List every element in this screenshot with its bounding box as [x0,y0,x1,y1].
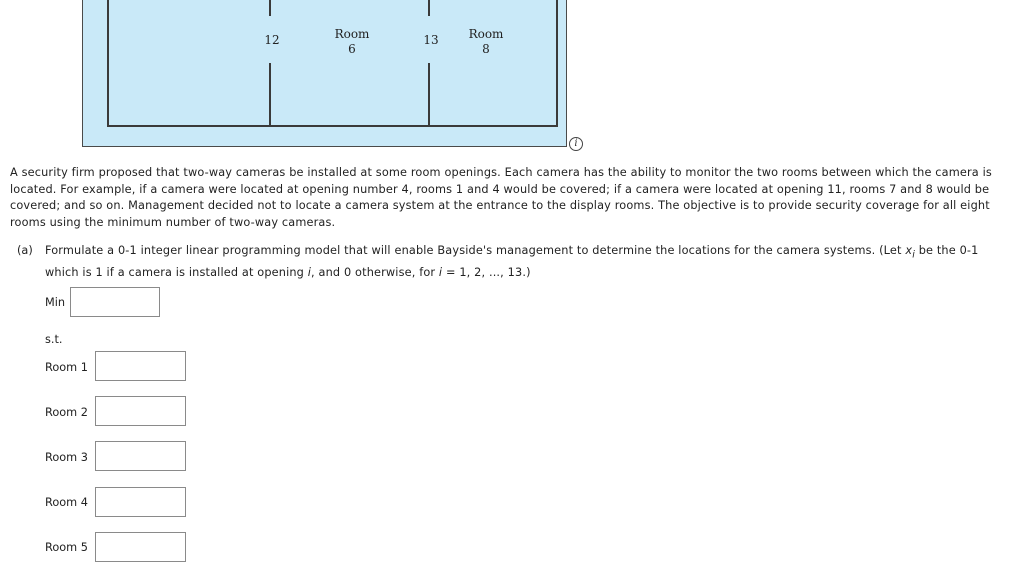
opening-12-label: 12 [264,33,280,47]
room-8-label [461,27,511,57]
room-1-constraint-input[interactable] [96,352,185,380]
room-3-constraint-input[interactable] [96,442,185,470]
part-a-text-4: = 1, 2, ..., 13.) [442,266,531,280]
room-1-constraint-label: Room 1 [45,361,88,374]
room-2-constraint-box [95,396,186,426]
opening-13-label: 13 [423,33,439,47]
room-2-constraint-input[interactable] [96,397,185,425]
room-3-constraint-box [95,441,186,471]
room-4-constraint-box [95,487,186,517]
room-4-constraint-input[interactable] [96,488,185,516]
room-8-word: Room [468,27,504,41]
var-i: i [307,266,312,280]
st-label: s.t. [45,333,63,346]
objective-input[interactable] [71,288,159,316]
objective-input-box [70,287,160,317]
part-a-label: (a) [17,244,33,257]
floor-plan-walls [83,0,568,148]
room-5-constraint-input[interactable] [96,533,185,561]
problem-description: A security firm proposed that two-way cameras be installed at some room openings. Each camera has the ability to monitor the two rooms between which the camera is located. For example, if a camera were located at opening number 4, rooms 1 and 4 would be covered; if a camera were located at opening 11, rooms 7 and 8 would be covered; and so on. Management decided not to locate a camera system at the entrance to the display rooms. The objective is to provide security coverage for all eight rooms using the minimum number of two-way cameras. [10,166,992,229]
room-8-number: 8 [482,42,490,56]
room-6-number: 6 [348,42,356,56]
part-a-text-3: , and 0 otherwise, for [311,266,439,280]
part-a-instructions [45,242,1010,282]
var-x: x [905,244,913,257]
room-4-constraint-label: Room 4 [45,496,88,509]
room-1-constraint-box [95,351,186,381]
room-6-word: Room [334,27,370,41]
room-6-label [327,27,377,57]
room-5-constraint-box [95,532,186,562]
part-a-text-1: Formulate a 0-1 integer linear programming model that will enable Bayside's management to determine the locations for the camera systems. (Let [45,244,906,257]
var-i-2: i [438,266,443,280]
min-label: Min [45,296,66,309]
room-3-constraint-label: Room 3 [45,451,88,464]
info-icon[interactable]: i [569,137,583,151]
part-a-text-2: be the 0-1 which is 1 if a camera is installed at opening [45,244,979,280]
floor-plan-figure [82,0,567,147]
room-2-constraint-label: Room 2 [45,406,88,419]
var-subscript-i: i [912,249,915,261]
room-5-constraint-label: Room 5 [45,541,88,554]
